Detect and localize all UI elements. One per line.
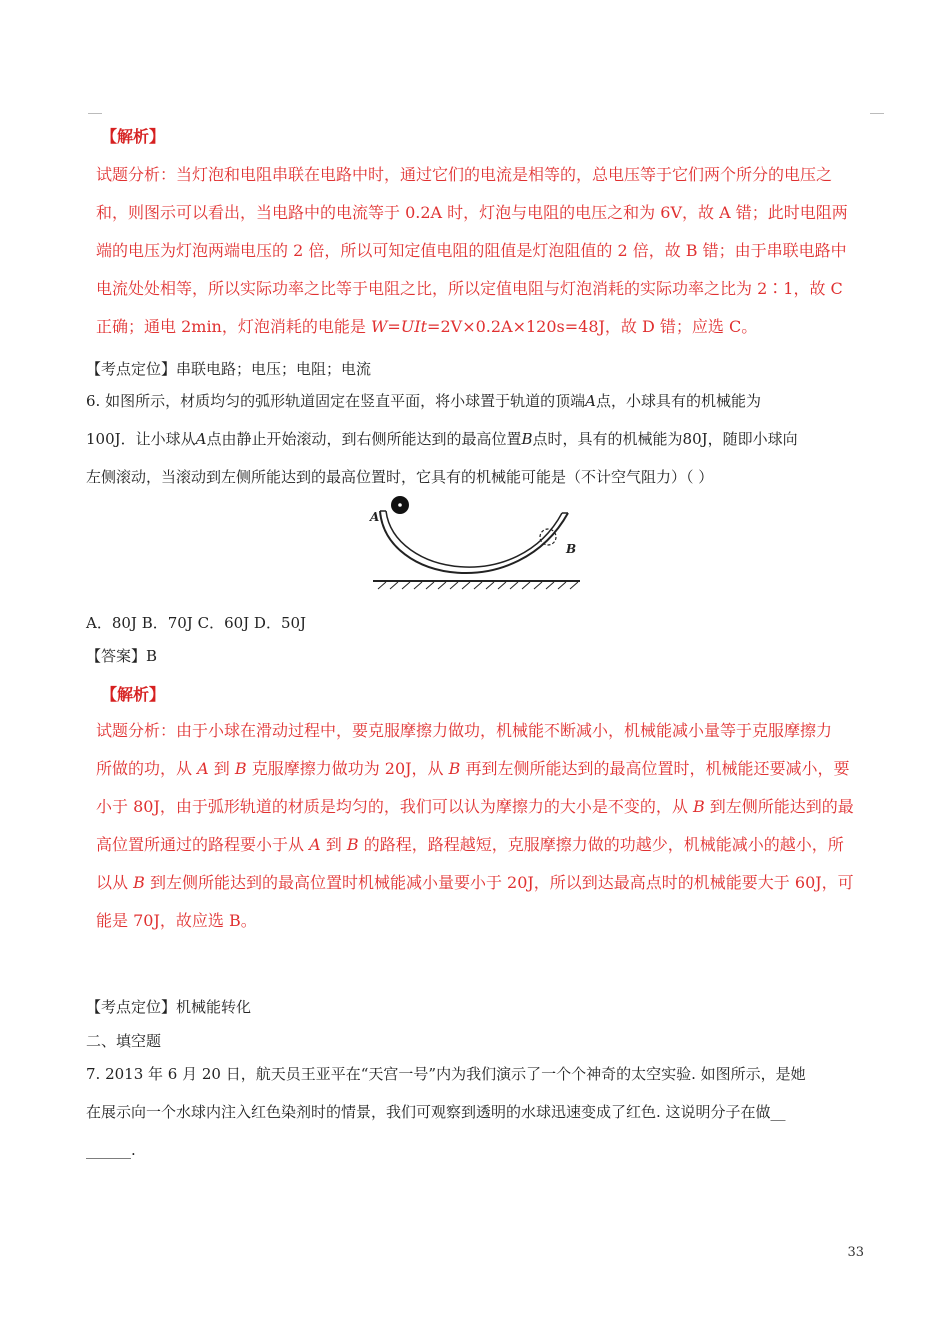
kaodian-row xyxy=(86,996,251,1017)
figure-label-b: B xyxy=(566,542,577,556)
analysis-line: 小于 80J，由于弧形轨道的材质是均匀的，我们可以认为摩擦力的大小是不变的，从 B 到左侧所能达到的最 xyxy=(96,797,854,816)
analysis-line: 所做的功，从 A 到 B 克服摩擦力做功为 20J，从 B 再到左侧所能达到的最高位置时，机械能还要减小，要 xyxy=(96,759,850,778)
question-line: 6. 如图所示，材质均匀的弧形轨道固定在竖直平面，将小球置于轨道的顶端A点，小球具有的机械能为 xyxy=(86,392,761,410)
analysis-line: 以从 B 到左侧所能达到的最高位置时机械能减小量要小于 20J，所以到达最高点时的机械能要大于 60J，可 xyxy=(96,873,854,892)
analysis-line: 能是 70J，故应选 B。 xyxy=(96,911,257,930)
figure-label-a: A xyxy=(370,510,380,524)
kaodian-label: 【考点定位】 xyxy=(86,360,177,378)
answer-label: 【答案】 xyxy=(86,647,147,665)
question-line: 左侧滚动，当滚动到左侧所能达到的最高位置时，它具有的机械能可能是（不计空气阻力）（ ） xyxy=(86,468,714,486)
analysis-line: 端的电压为灯泡两端电压的 2 倍，所以可知定值电阻的阻值是灯泡阻值的 2 倍，故 B 错；由于串联电路中 xyxy=(96,241,847,260)
analysis-line: 试题分析：当灯泡和电阻串联在电路中时，通过它们的电流是相等的，总电压等于它们两个所分的电压之 xyxy=(96,165,833,184)
formula: W=UIt xyxy=(370,317,428,336)
analysis-line: 电流处处相等，所以实际功率之比等于电阻之比，所以定值电阻与灯泡消耗的实际功率之比为 2∶1，故 C xyxy=(96,279,843,298)
corner-mark-right xyxy=(870,113,884,114)
question-line: 7. 2013 年 6 月 20 日，航天员王亚平在“天宫一号”内为我们演示了一个个神奇的太空实验. 如图所示，是她 xyxy=(86,1065,806,1083)
kaodian-value: 机械能转化 xyxy=(176,998,252,1016)
question-7 xyxy=(86,1055,866,1169)
analysis-line: 正确；通电 2min，灯泡消耗的电能是 W=UIt=2V×0.2A×120s=48J，故 D 错；应选 C。 xyxy=(96,317,758,336)
analysis-heading: 【解析】 xyxy=(101,127,166,146)
analysis-line: 和，则图示可以看出，当电路中的电流等于 0.2A 时，灯泡与电阻的电压之和为 6V，故 A 错；此时电阻两 xyxy=(96,203,848,222)
question-line: ______. xyxy=(86,1141,136,1159)
kaodian-value: 串联电路；电压；电阻；电流 xyxy=(176,360,372,378)
analysis-paragraph xyxy=(96,156,876,346)
answer-options: A．80J B．70J C．60J D．50J xyxy=(86,614,307,632)
analysis-paragraph xyxy=(96,712,876,940)
answer-row xyxy=(86,645,157,666)
section-title: 二、填空题 xyxy=(86,1032,162,1050)
corner-mark-left xyxy=(88,113,102,114)
page-number: 33 xyxy=(847,1245,864,1260)
kaodian-row xyxy=(86,358,371,379)
question-line: 在展示向一个水球内注入红色染剂时的情景，我们可观察到透明的水球迅速变成了红色. 这说明分子在做__ xyxy=(86,1103,786,1121)
analysis-line: 试题分析：由于小球在滑动过程中，要克服摩擦力做功，机械能不断减小，机械能减小量等于克服摩擦力 xyxy=(96,721,833,740)
kaodian-label: 【考点定位】 xyxy=(86,998,177,1016)
answer-value: B xyxy=(146,647,158,665)
question-6 xyxy=(86,382,866,496)
analysis-heading: 【解析】 xyxy=(101,685,166,704)
question-line: 100J．让小球从A点由静止开始滚动，到右侧所能达到的最高位置B点时，具有的机械能为80J，随即小球向 xyxy=(86,430,798,448)
analysis-line: 高位置所通过的路程要小于从 A 到 B 的路程，路程越短，克服摩擦力做的功越少，机械能减小的越小，所 xyxy=(96,835,844,854)
arc-track-figure xyxy=(368,493,588,593)
